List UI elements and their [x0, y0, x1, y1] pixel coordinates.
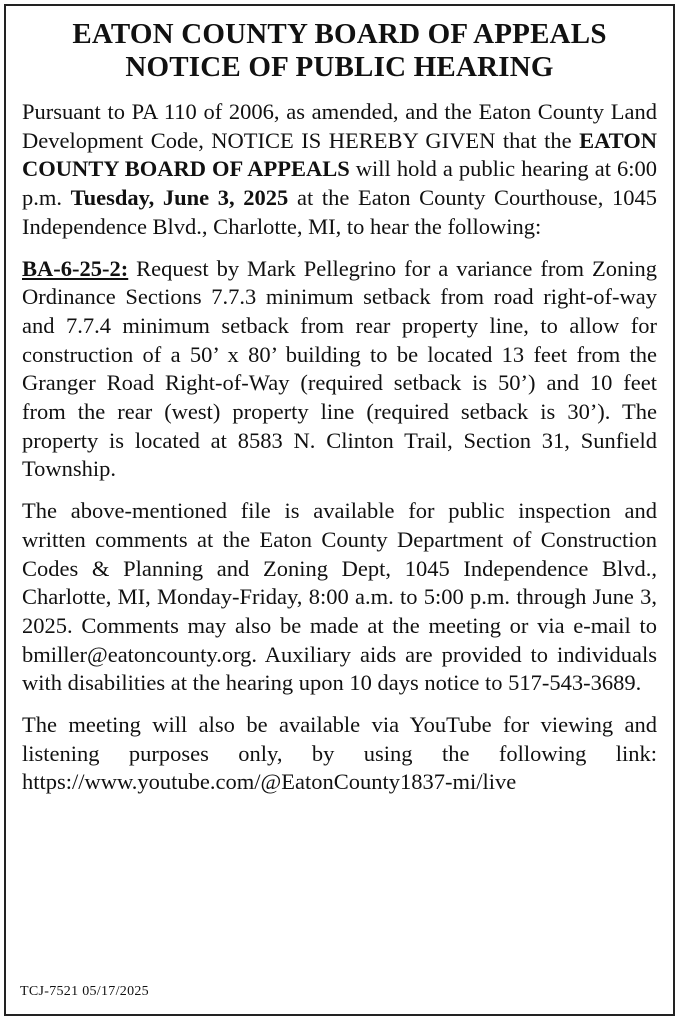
title-line-2: NOTICE OF PUBLIC HEARING: [125, 51, 554, 83]
intro-paragraph: [22, 98, 657, 242]
intro-text-3: at the Eaton County Courthouse, 1045 Independence Blvd., Charlotte, MI, to hear the following:: [22, 185, 657, 239]
inspection-paragraph: The above-mentioned file is available for public inspection and written comments at the Eaton County Department of Construction Codes & Planning and Zoning Dept, 1045 Independence Blvd., Charlotte, MI, Monday-Friday, 8:00 a.m. to 5:00 p.m. through June 3, 2025. Comments may also be made at the meeting or via e-mail to bmiller@eatoncounty.org. Auxiliary aids are provided to individuals with disabilities at the hearing upon 10 days notice to 517-543-3689.: [22, 498, 657, 696]
hearing-date: Tuesday, June 3, 2025: [70, 185, 289, 211]
notice-title: [22, 18, 657, 84]
case-paragraph: [22, 255, 657, 485]
intro-text-2: will hold a public hearing at 6:00 p.m.: [22, 156, 658, 211]
case-id: BA-6-25-2:: [22, 255, 129, 281]
notice-body: [6, 6, 673, 797]
intro-text-1: Pursuant to PA 110 of 2006, as amended, and the Eaton County Land Development Code, NOTICE IS HEREBY GIVEN that the: [22, 99, 657, 153]
case-text: Request by Mark Pellegrino for a variance from Zoning Ordinance Sections 7.7.3 minimum setback from road right-of-way and 7.7.4 minimum setback from rear property line, to allow for construction of a 50’ x 80’ building to be located 13 feet from the Granger Road Right-of-Way (required setback is 50’) and 10 feet from the rear (west) property line (required setback is 30’). The property is located at 8583 N. Clinton Trail, Section 31, Sunfield Township.: [22, 255, 657, 482]
title-line-1: EATON COUNTY BOARD OF APPEALS: [72, 18, 607, 50]
board-name: EATON COUNTY BOARD OF APPEALS: [22, 127, 657, 182]
youtube-paragraph: The meeting will also be available via YouTube for viewing and listening purposes only, by using the following link: https://www.youtube.com/@EatonCounty1837-mi/live: [22, 712, 657, 795]
footer-code: TCJ-7521 05/17/2025: [20, 984, 149, 999]
legal-notice: [4, 4, 675, 1016]
